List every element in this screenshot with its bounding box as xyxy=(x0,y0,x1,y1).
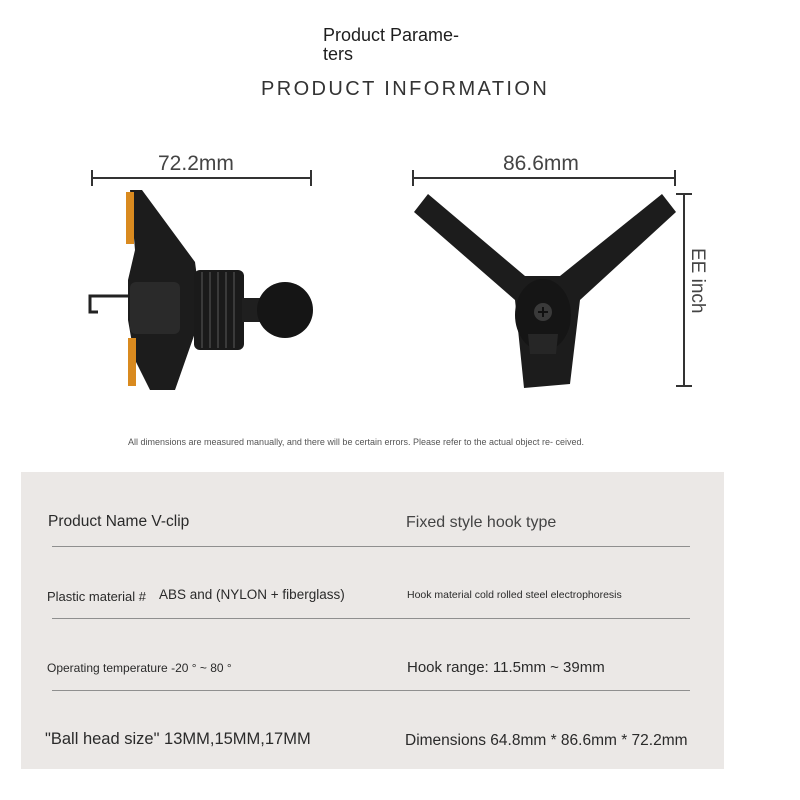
front-width-label: 86.6mm xyxy=(503,152,579,175)
spec-divider xyxy=(52,618,690,619)
hook-range: Hook range: 11.5mm ~ 39mm xyxy=(407,659,605,676)
plastic-material-value: ABS and (NYLON + fiberglass) xyxy=(159,587,345,602)
product-name: Product Name V-clip xyxy=(48,513,190,530)
dimensions: Dimensions 64.8mm * 86.6mm * 72.2mm xyxy=(405,732,688,749)
hook-material: Hook material cold rolled steel electrophoresis xyxy=(407,589,622,601)
page-title-line-2: ters xyxy=(323,44,354,64)
plastic-material-label: Plastic material # xyxy=(47,589,146,604)
page-title-line-1: Product Parame- xyxy=(323,25,460,45)
spec-divider xyxy=(52,690,690,691)
front-height-label: EE inch xyxy=(687,248,708,314)
side-width-label: 72.2mm xyxy=(158,152,234,175)
measurement-note: All dimensions are measured manually, and there will be certain errors. Please refer to the actual object re- ceived. xyxy=(128,437,585,447)
spec-divider xyxy=(52,546,690,547)
operating-temperature: Operating temperature -20 ° ~ 80 ° xyxy=(47,661,232,675)
hook-type: Fixed style hook type xyxy=(406,514,557,531)
page-subtitle: PRODUCT INFORMATION xyxy=(261,78,550,100)
ball-head-size: "Ball head size" 13MM,15MM,17MM xyxy=(45,730,311,748)
